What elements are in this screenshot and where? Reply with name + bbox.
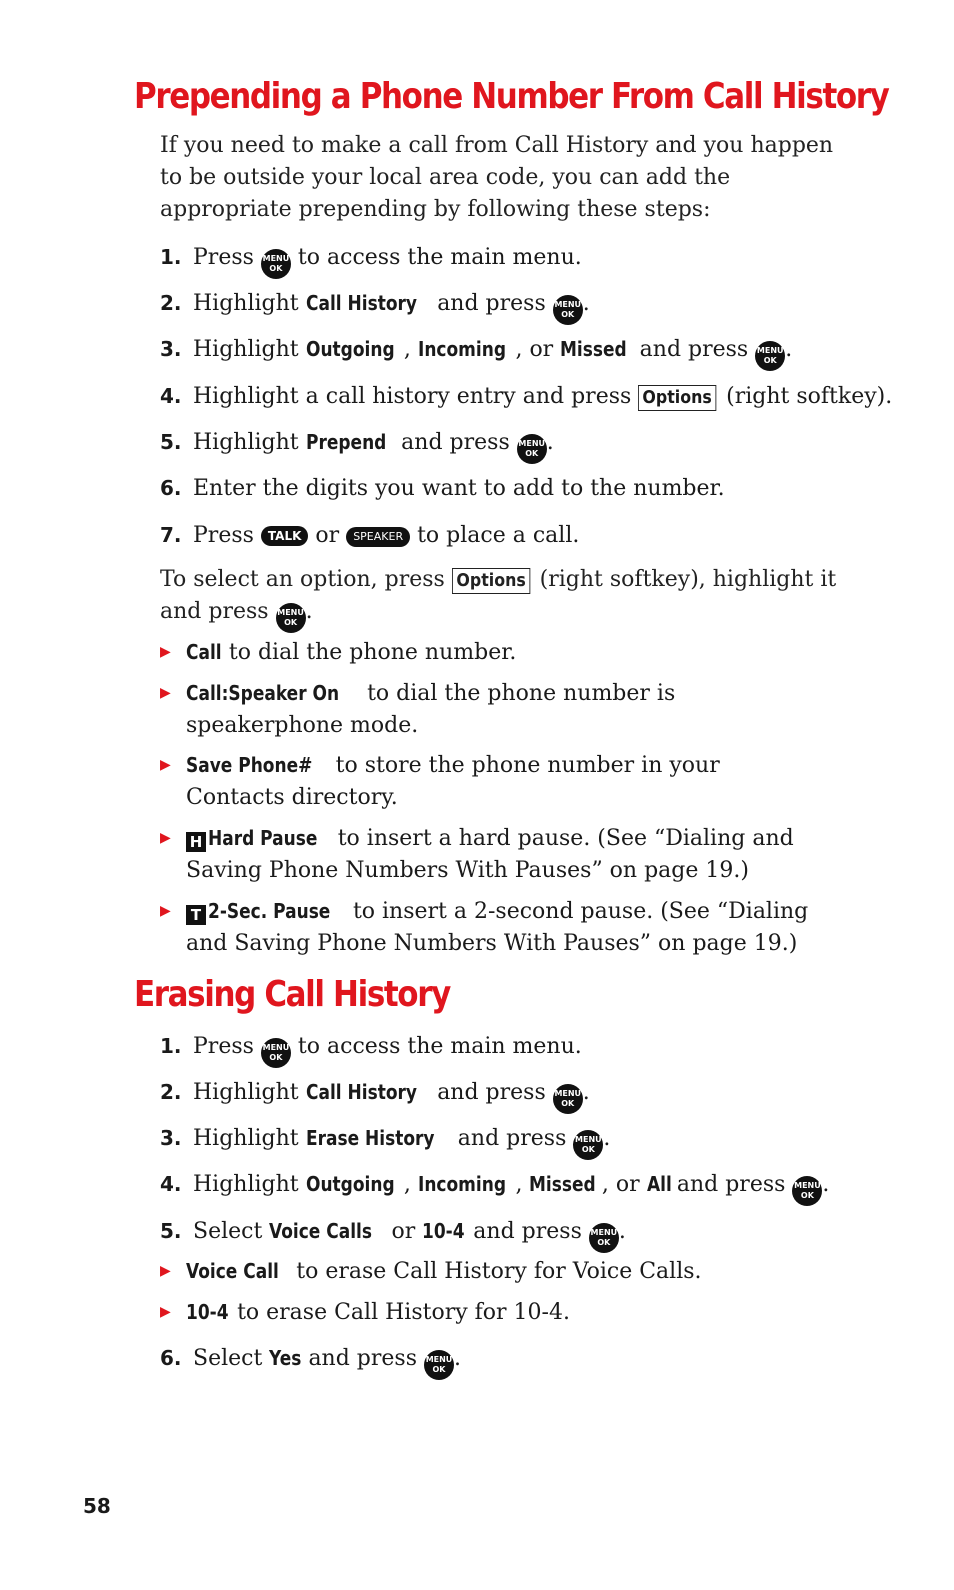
menu-term-all: All xyxy=(646,1172,672,1196)
menu-ok-key-icon: MENU OK xyxy=(517,434,547,464)
option-hard-pause xyxy=(160,822,850,887)
step-text: and press xyxy=(639,337,749,362)
intro-paragraph: If you need to make a call from Call History and you happen to be outside your local area code, you can add the appropriate prepending by following these steps: xyxy=(160,133,834,222)
menu-term-voice-calls: Voice Calls xyxy=(269,1219,373,1243)
step-number: 3. xyxy=(160,1126,182,1150)
menu-ok-key-icon: MENU OK xyxy=(553,1084,583,1114)
menu-ok-key-icon: MENU OK xyxy=(589,1223,619,1253)
erase-step-2 xyxy=(160,1076,880,1114)
step-number: 2. xyxy=(160,291,182,315)
step-text: Highlight a call history entry and press xyxy=(193,384,632,409)
step-text: and press xyxy=(437,291,546,316)
step-6 xyxy=(160,472,880,505)
menu-term-missed: Missed xyxy=(560,337,627,361)
step-text: , or xyxy=(515,337,554,362)
page-number: 58 xyxy=(83,1494,111,1518)
menu-term-call-history: Call History xyxy=(305,291,417,315)
option-name: 2-Sec. Pause xyxy=(208,899,331,923)
bullet-arrow-icon: ▶ xyxy=(160,644,171,660)
step-text: and press xyxy=(457,1126,567,1151)
option-save-phone xyxy=(160,749,820,814)
option-description: to dial the phone number. xyxy=(228,640,517,665)
step-text: . xyxy=(582,1080,590,1105)
menu-ok-key-icon: MENU OK xyxy=(261,1038,291,1068)
step-number: 3. xyxy=(160,337,182,361)
option-description: to erase Call History for Voice Calls. xyxy=(296,1259,702,1284)
step-number: 2. xyxy=(160,1080,182,1104)
step-text: or xyxy=(315,523,340,548)
erase-step-3 xyxy=(160,1122,880,1160)
step-number: 6. xyxy=(160,1346,182,1370)
step-number: 4. xyxy=(160,384,182,408)
hard-pause-icon: H xyxy=(186,832,206,852)
step-text: to access the main menu. xyxy=(297,245,582,270)
bullet-arrow-icon: ▶ xyxy=(160,685,171,701)
menu-term-yes: Yes xyxy=(269,1346,302,1370)
step-number: 4. xyxy=(160,1172,182,1196)
menu-ok-key-icon: MENU OK xyxy=(573,1130,603,1160)
step-text: Highlight xyxy=(193,291,299,316)
step-text: Highlight xyxy=(193,1080,299,1105)
step-text: Highlight xyxy=(193,337,299,362)
option-name: 10-4 xyxy=(186,1300,229,1324)
step-text: Highlight xyxy=(193,1172,299,1197)
bullet-arrow-icon: ▶ xyxy=(160,1263,171,1279)
step-number: 1. xyxy=(160,245,182,269)
speaker-key-icon: SPEAKER xyxy=(346,527,410,547)
timed-pause-icon: T xyxy=(186,905,206,925)
option-call xyxy=(160,636,860,669)
menu-term-call-history: Call History xyxy=(305,1080,417,1104)
menu-ok-key-icon: MENU OK xyxy=(424,1350,454,1380)
menu-term-erase-history: Erase History xyxy=(305,1126,435,1150)
option-description: to insert a hard pause. (See “Dialing and Saving Phone Numbers With Pauses” on page 19.) xyxy=(186,826,794,883)
section-title-erasing: Erasing Call History xyxy=(134,974,450,1015)
step-text: . xyxy=(785,337,793,362)
option-2sec-pause xyxy=(160,895,850,960)
erase-option-10-4 xyxy=(160,1296,860,1329)
paragraph-text: . xyxy=(305,599,313,624)
menu-ok-key-icon: MENU OK xyxy=(276,603,306,633)
step-number: 5. xyxy=(160,1219,182,1243)
erase-step-4 xyxy=(160,1168,880,1206)
step-text: or xyxy=(391,1219,416,1244)
step-text: and press xyxy=(437,1080,546,1105)
step-3 xyxy=(160,333,880,371)
step-number: 6. xyxy=(160,476,182,500)
step-text: and press xyxy=(401,430,510,455)
option-name: Voice Call xyxy=(186,1259,279,1283)
step-text: , xyxy=(403,337,411,362)
option-description: to insert a 2-second pause. (See “Dialing and Saving Phone Numbers With Pauses” on page 19.) xyxy=(186,899,809,956)
step-text: , xyxy=(403,1172,411,1197)
step-text: and press xyxy=(676,1172,786,1197)
step-text: Highlight xyxy=(193,1126,299,1151)
step-text: to place a call. xyxy=(417,523,580,548)
step-text: (right softkey). xyxy=(726,384,893,409)
step-text: Select xyxy=(193,1346,263,1371)
step-number: 7. xyxy=(160,523,182,547)
step-5 xyxy=(160,426,880,464)
paragraph-text: To select an option, press xyxy=(160,567,445,592)
step-text: . xyxy=(582,291,590,316)
menu-ok-key-icon: MENU OK xyxy=(792,1176,822,1206)
erase-step-5 xyxy=(160,1215,880,1253)
option-description: to store the phone number in your Contacts directory. xyxy=(186,753,720,810)
step-1 xyxy=(160,241,880,279)
erase-option-voice-call xyxy=(160,1255,860,1288)
bullet-arrow-icon: ▶ xyxy=(160,903,171,919)
step-text: . xyxy=(454,1346,461,1371)
option-description: to dial the phone number is speakerphone mode. xyxy=(186,681,676,738)
step-text: . xyxy=(603,1126,611,1151)
step-text: Highlight xyxy=(193,430,299,455)
step-text: . xyxy=(618,1219,626,1244)
option-name: Call xyxy=(186,640,222,664)
menu-term-missed: Missed xyxy=(529,1172,597,1196)
step-text: Press xyxy=(193,1034,254,1059)
step-text: Press xyxy=(193,523,254,548)
step-7 xyxy=(160,519,880,552)
talk-key-icon: TALK xyxy=(261,526,309,546)
menu-term-outgoing: Outgoing xyxy=(305,1172,395,1196)
paragraph-text: (right softkey), highlight it and press xyxy=(160,567,837,624)
step-text: . xyxy=(822,1172,830,1197)
options-softkey-label: Options xyxy=(638,385,716,411)
option-name: Save Phone# xyxy=(186,753,313,777)
erase-step-1 xyxy=(160,1030,880,1068)
step-text: . xyxy=(546,430,554,455)
bullet-arrow-icon: ▶ xyxy=(160,830,171,846)
step-text: and press xyxy=(308,1346,417,1371)
menu-term-incoming: Incoming xyxy=(417,337,506,361)
step-text: Press xyxy=(193,245,254,270)
bullet-arrow-icon: ▶ xyxy=(160,1304,171,1320)
step-4 xyxy=(160,380,893,413)
option-call-speaker-on xyxy=(160,677,820,742)
options-softkey-label: Options xyxy=(452,568,530,594)
options-paragraph xyxy=(160,564,870,633)
section-title-prepending: Prepending a Phone Number From Call History xyxy=(134,76,889,117)
menu-term-incoming: Incoming xyxy=(417,1172,506,1196)
option-description: to erase Call History for 10-4. xyxy=(237,1300,570,1325)
menu-ok-key-icon: MENU OK xyxy=(553,295,583,325)
option-name: Hard Pause xyxy=(208,826,318,850)
menu-term-10-4: 10-4 xyxy=(422,1219,465,1243)
menu-ok-key-icon: MENU OK xyxy=(261,249,291,279)
option-name: Call:Speaker On xyxy=(186,681,340,705)
step-text: Enter the digits you want to add to the number. xyxy=(193,476,725,501)
step-text: , xyxy=(515,1172,523,1197)
menu-term-outgoing: Outgoing xyxy=(305,337,395,361)
step-text: , or xyxy=(601,1172,640,1197)
step-text: and press xyxy=(473,1219,582,1244)
step-2 xyxy=(160,287,880,325)
step-text: to access the main menu. xyxy=(297,1034,582,1059)
bullet-arrow-icon: ▶ xyxy=(160,757,171,773)
step-text: Select xyxy=(193,1219,263,1244)
step-number: 5. xyxy=(160,430,182,454)
step-number: 1. xyxy=(160,1034,182,1058)
menu-term-prepend: Prepend xyxy=(305,430,386,454)
menu-ok-key-icon: MENU OK xyxy=(755,341,785,371)
erase-step-6 xyxy=(160,1342,880,1380)
